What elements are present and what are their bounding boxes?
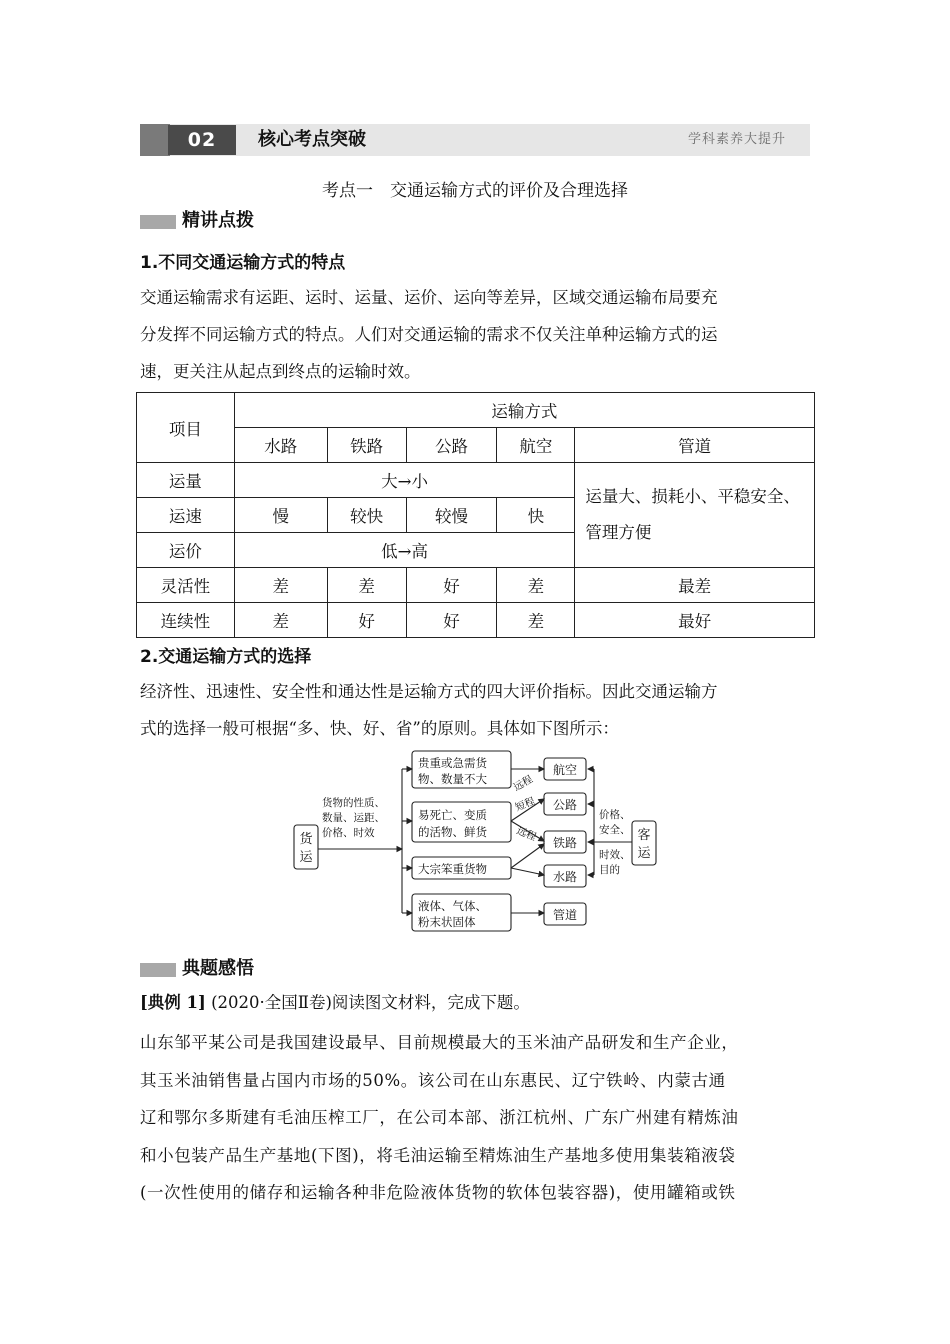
table-cell: 较慢	[406, 498, 497, 533]
cargo-text: 物、数量不大	[418, 772, 487, 786]
point1-heading: 1.不同交通运输方式的特点	[140, 253, 346, 273]
freight-note-line: 价格、时效	[322, 827, 375, 839]
paragraph-line: (一次性使用的储存和运输各种非危险液体货物的软体包装容器)，使用罐箱或铁	[140, 1183, 736, 1202]
table-cell: 好	[406, 603, 497, 638]
mode-label: 水路	[552, 870, 578, 884]
table-cell: 最好	[575, 603, 815, 638]
mode-rail: 铁路	[327, 428, 406, 463]
mode-water: 水路	[234, 428, 327, 463]
table-cell: 慢	[234, 498, 327, 533]
table-cell: 好	[406, 568, 497, 603]
cargo-text: 贵重或急需货	[418, 756, 487, 770]
topic-title: 考点一 交通运输方式的评价及合理选择	[322, 181, 628, 201]
section-marker	[140, 963, 176, 977]
passenger-note-line: 时效、	[599, 849, 631, 861]
table-cell: 快	[497, 498, 575, 533]
example-label: [典例 1]	[140, 993, 206, 1012]
distance-label: 短程	[514, 796, 537, 814]
freight-label-char-1: 货	[299, 832, 313, 847]
row-label: 运量	[137, 463, 235, 498]
freight-note-line: 数量、运距、	[322, 812, 385, 824]
distance-label: 远程	[512, 774, 535, 794]
mode-road: 公路	[406, 428, 497, 463]
table-cell: 低→高	[234, 533, 574, 568]
transport-selection-diagram	[288, 745, 664, 937]
table-cell: 较快	[327, 498, 406, 533]
row-label: 运价	[137, 533, 235, 568]
freight-note-line: 货物的性质、	[322, 797, 385, 809]
table-cell: 大→小	[234, 463, 574, 498]
row-label: 连续性	[137, 603, 235, 638]
table-cell: 好	[327, 603, 406, 638]
section-marker	[140, 215, 176, 229]
point2-heading: 2.交通运输方式的选择	[140, 647, 312, 667]
mode-label: 公路	[552, 798, 578, 812]
paragraph-line: 经济性、迅速性、安全性和通达性是运输方式的四大评价指标。因此交通运输方	[140, 682, 718, 701]
distance-label: 远程	[514, 825, 538, 844]
paragraph-line: 式的选择一般可根据“多、快、好、省”的原则。具体如下图所示：	[140, 719, 619, 738]
mode-pipeline: 管道	[575, 428, 815, 463]
table-cell: 最差	[575, 568, 815, 603]
pipeline-note: 运量大、损耗小、平稳安全、管理方便	[575, 463, 815, 568]
mode-air: 航空	[497, 428, 575, 463]
banner-title: 核心考点突破	[258, 129, 366, 150]
mode-label: 航空	[552, 763, 578, 777]
banner-subtitle: 学科素养大提升	[687, 132, 786, 147]
point2-paragraph	[140, 673, 812, 747]
paragraph-line: 其玉米油销售量占国内市场的50%。该公司在山东惠民、辽宁铁岭、内蒙古通	[140, 1070, 726, 1090]
paragraph-line: 交通运输需求有运距、运时、运量、运价、运向等差异，区域交通运输布局要充	[140, 288, 718, 307]
section-label: 精讲点拨	[182, 210, 254, 231]
section-banner	[140, 124, 810, 156]
paragraph-line: 辽和鄂尔多斯建有毛油压榨工厂，在公司本部、浙江杭州、广东广州建有精炼油	[140, 1108, 739, 1127]
table-cell: 差	[497, 603, 575, 638]
cargo-text: 粉末状固体	[418, 915, 476, 929]
banner-accent-bar	[140, 124, 170, 156]
passenger-label-char-1: 客	[637, 828, 651, 843]
cargo-text: 的活物、鲜货	[418, 825, 487, 839]
banner-number: 02	[168, 125, 236, 155]
passenger-note-line: 安全、	[599, 824, 631, 836]
passenger-note-line: 目的	[599, 864, 620, 876]
table-cell: 差	[327, 568, 406, 603]
example-source: (2020·全国Ⅱ卷)阅读图文材料，完成下题。	[205, 993, 530, 1012]
cargo-text: 液体、气体、	[418, 899, 487, 913]
paragraph-line: 和小包装产品生产基地(下图)，将毛油运输至精炼油生产基地多使用集装箱液袋	[140, 1145, 736, 1165]
paragraph-line: 分发挥不同运输方式的特点。人们对交通运输的需求不仅关注单种运输方式的运	[140, 325, 718, 344]
table-cell: 差	[497, 568, 575, 603]
header-item: 项目	[137, 393, 235, 463]
point1-paragraph	[140, 279, 812, 390]
section-label: 典题感悟	[182, 958, 254, 979]
paragraph-line: 山东邹平某公司是我国建设最早、目前规模最大的玉米油产品研发和生产企业，	[140, 1033, 739, 1052]
row-label: 运速	[137, 498, 235, 533]
transport-comparison-table	[136, 392, 815, 638]
passenger-note-line: 价格、	[599, 809, 631, 821]
header-mode: 运输方式	[234, 393, 814, 428]
example-intro	[140, 990, 812, 1016]
paragraph-line: 速，更关注从起点到终点的运输时效。	[140, 362, 421, 381]
cargo-text: 大宗笨重货物	[418, 862, 487, 876]
mode-label: 管道	[552, 908, 578, 922]
row-label: 灵活性	[137, 568, 235, 603]
cargo-text: 易死亡、变质	[418, 808, 487, 822]
table-cell: 差	[234, 603, 327, 638]
freight-label-char-2: 运	[299, 850, 313, 865]
example-material	[140, 1024, 812, 1212]
passenger-label-char-2: 运	[637, 846, 651, 861]
mode-label: 铁路	[552, 836, 578, 850]
table-cell: 差	[234, 568, 327, 603]
